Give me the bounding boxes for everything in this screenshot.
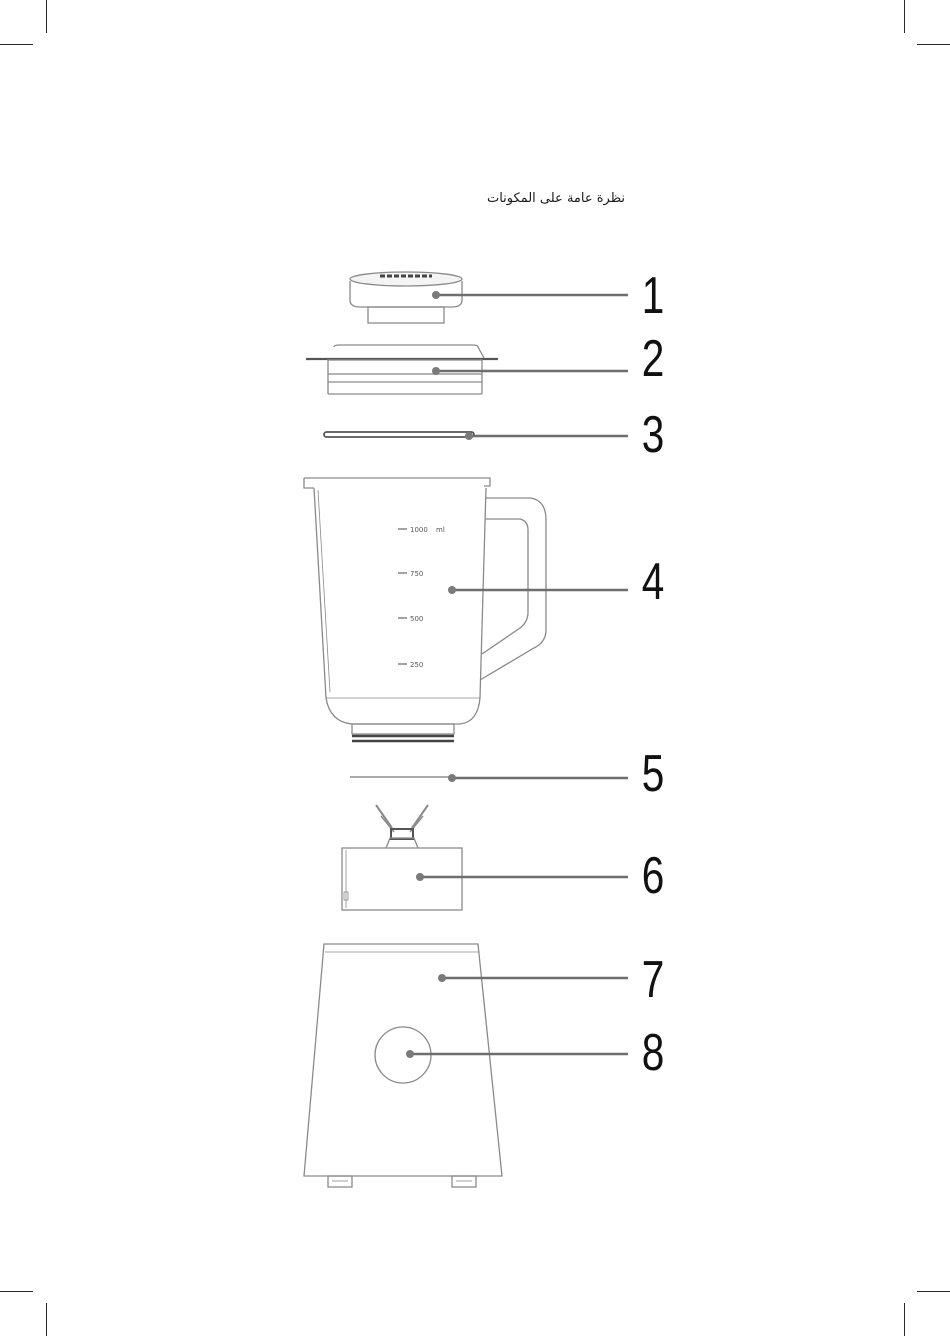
callout-number-1: 1 [641, 266, 665, 325]
callout-number-6: 6 [641, 846, 665, 905]
callout-dot [438, 974, 446, 982]
callout-dot [432, 367, 440, 375]
callout-number-2: 2 [641, 329, 665, 388]
blade-unit [342, 805, 462, 910]
callout-number-4: 4 [641, 552, 665, 611]
scale-label: 750 [410, 570, 424, 578]
callout-number-8: 8 [641, 1023, 665, 1082]
lid-seal [324, 432, 474, 437]
jug-measuring-scale [398, 526, 445, 669]
scale-mark-250 [398, 661, 423, 669]
scale-mark-500 [398, 615, 423, 623]
scale-unit: ml [436, 526, 445, 534]
callout-dot [406, 1050, 414, 1058]
scale-mark-750 [398, 570, 423, 578]
callout-dot [465, 432, 473, 440]
scale-label: 250 [410, 661, 424, 669]
callout-number-5: 5 [641, 744, 665, 803]
callout-dot [416, 873, 424, 881]
glass-jug [304, 478, 546, 741]
callout-number-7: 7 [641, 950, 665, 1009]
motor-base [304, 944, 502, 1187]
callout-dot [448, 586, 456, 594]
jug-lid [306, 345, 498, 394]
measuring-cap [350, 272, 462, 323]
page-title: نظرة عامة على المكونات [486, 191, 625, 206]
callout-dot [448, 774, 456, 782]
scale-label: 1000 [410, 526, 428, 534]
scale-label: 500 [410, 615, 424, 623]
scale-mark-1000 [398, 526, 445, 534]
callout-number-3: 3 [641, 405, 665, 464]
callout-dot [432, 291, 440, 299]
